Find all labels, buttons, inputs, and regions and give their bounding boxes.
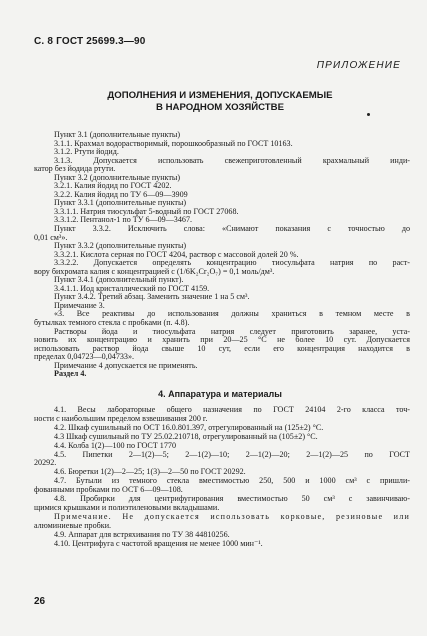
paragraph: 4.10. Центрифуга с частотой вращения не менее 1000 мин⁻¹. (54, 539, 263, 548)
apparatus-block (34, 406, 410, 549)
paragraph: фованными пробками по ОСТ 6—09—108. (34, 486, 183, 495)
paragraph: 3.4.1.1. Йод кристаллический по ГОСТ 4159. (54, 284, 210, 293)
stray-dot (367, 113, 370, 116)
paragraph: 3.1.1. Крахмал водорастворимый, порошкообразный по ГОСТ 10163. (54, 139, 293, 148)
paragraph: Пункт 3.4.2. Третий абзац. Заменить значение 1 на 5 см³. (54, 293, 250, 302)
note-paragraph: Примечание. Не допускается использовать корковые, резиновые или (54, 512, 410, 521)
paragraph: 3.2.2. Калия йодид по ТУ 6—09—3909 (54, 190, 188, 199)
paragraph: бутылках темного стекла с пробками (п. 4.8). (34, 319, 190, 328)
paragraph: 3.1.2. Ртути йодид. (54, 148, 119, 157)
paragraph: 3.3.2.2. Допускается определять концентрацию тиосульфата натрия по раст- (54, 259, 410, 268)
paragraph: Пункт 3.3.2 (дополнительные пункты) (54, 242, 187, 251)
section-heading: Раздел 4. (54, 370, 87, 379)
paragraph: Пункт 3.4.1 (дополнительный пункт). (54, 276, 184, 285)
paragraph: пределах 0,04723—0,04733». (34, 353, 135, 362)
paragraph: 4.4. Колба 1(2)—100 по ГОСТ 1770 (54, 441, 176, 450)
paragraph: 20292. (34, 459, 57, 468)
paragraph: новить их концентрацию и хранить при 20—25 °С не более 10 сут. Допускается (34, 336, 410, 345)
page-header: С. 8 ГОСТ 25699.3—90 (34, 36, 146, 47)
paragraph: Примечание 4 допускается не применять. (54, 361, 198, 370)
paragraph: 4.8. Пробирки для центрифугирования вместимостью 50 см³ с завинчиваю- (54, 495, 410, 504)
paragraph: Пункт 3.3.1 (дополнительные пункты) (54, 199, 187, 208)
paragraph: «3. Все реактивы до использования должны храниться в темном месте в (54, 310, 410, 319)
paragraph: 4.6. Бюретки 1(2)—2—25; 1(3)—2—50 по ГОСТ 20292. (54, 468, 246, 477)
paragraph: 3.3.1.1. Натрия тиосульфат 5-водный по ГОСТ 27068. (54, 207, 239, 216)
paragraph: 0,01 см³». (34, 233, 68, 242)
paragraph: Примечание 3. (54, 301, 105, 310)
paragraph: 4.2. Шкаф сушильный по ОСТ 16.0.801.397, отрегулированный на (125±2) °С. (54, 423, 324, 432)
amendments-block (34, 131, 410, 379)
paragraph: щимися крышками и полиэтиленовыми вкладышами. (34, 503, 220, 512)
paragraph: 4.9. Аппарат для встряхивания по ТУ 38 44810256. (54, 530, 230, 539)
paragraph: Растворы йода и тиосульфата натрия следует приготовить заранее, уста- (54, 327, 410, 336)
paragraph: 4.5. Пипетки 2—1(2)—5; 2—1(2)—10; 2—1(2)—20; 2—1(2)—25 по ГОСТ (54, 450, 410, 459)
paragraph: Пункт 3.2 (дополнительные пункты) (54, 173, 181, 182)
page-number: 26 (34, 596, 46, 607)
paragraph: ности с наибольшим пределом взвешивания 200 г. (34, 414, 208, 423)
paragraph: 4.3 Шкаф сушильный по ТУ 25.02.210718, отрегулированный на (105±2) °С. (54, 432, 318, 441)
title-line-1: ДОПОЛНЕНИЯ И ИЗМЕНЕНИЯ, ДОПУСКАЕМЫЕ (107, 90, 333, 101)
paragraph: использовать раствор йода свыше 10 сут, если его концентрация находится в (34, 344, 410, 353)
paragraph: 4.1. Весы лабораторные общего назначения по ГОСТ 24104 2-го класса точ- (54, 406, 410, 414)
paragraph: 3.3.1.2. Пентанол-1 по ТУ 6—09—3467. (54, 216, 193, 225)
section-4-title: 4. Аппаратура и материалы (158, 389, 282, 399)
paragraph: алюминиевые пробки. (34, 521, 112, 530)
paragraph: 3.1.3. Допускается использовать свежеприготовленный крахмальный инди- (54, 156, 410, 165)
paragraph: катор без йодида ртути. (34, 165, 116, 174)
paragraph: 4.7. Бутыли из темного стекла вместимостью 250, 500 и 1000 см³ с пришли- (54, 477, 410, 486)
paragraph: вору бихромата калия с концентрацией с (1/6K₂Cr₂O₇) = 0,1 моль/дм³. (34, 267, 275, 276)
paragraph: 3.2.1. Калия йодид по ГОСТ 4202. (54, 182, 172, 191)
title-line-2: В НАРОДНОМ ХОЗЯЙСТВЕ (156, 102, 284, 113)
paragraph: Пункт 3.3.2. Исключить слова: «Снимают показания с точностью до (54, 225, 410, 234)
appendix-label: ПРИЛОЖЕНИЕ (316, 60, 401, 71)
paragraph: Пункт 3.1 (дополнительные пункты) (54, 131, 181, 139)
paragraph: 3.3.2.1. Кислота серная по ГОСТ 4204, раствор с массовой долей 20 %. (54, 250, 299, 259)
